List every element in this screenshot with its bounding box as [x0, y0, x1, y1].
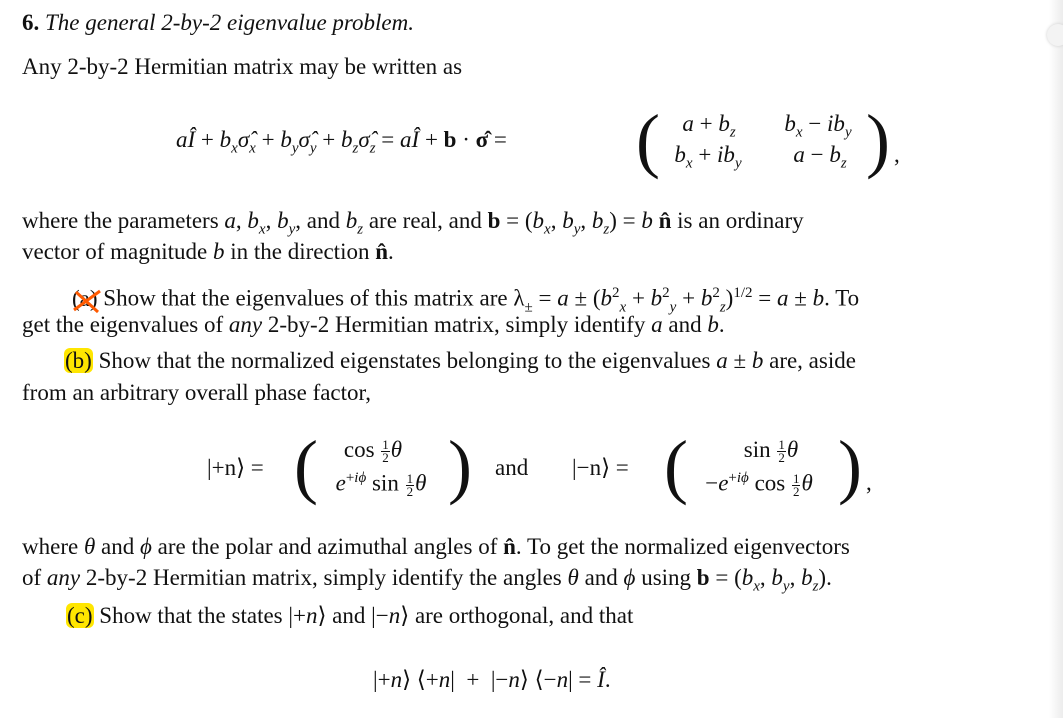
eq1-m12: $b_x - ib_y$	[784, 111, 852, 141]
plus-ket-lhs: |+n⟩ =	[207, 455, 264, 480]
eq1-lhs: aÎ + $b_x\sigmâ_x$ + $b_y\sigmâ_y$ + $b_z\sigmâ_z$ = aÎ + b · σ̂ =	[176, 127, 507, 157]
plus-ket-bottom: $e^{+i\phi}$ sin $\frac{1}{2}$ θ	[335, 470, 427, 499]
eq1-right-paren: )	[866, 100, 890, 180]
part-b-label: (b)	[65, 348, 92, 373]
part-c-label: (c)	[67, 603, 93, 628]
part-c-line-1: (c) Show that the states |+n⟩ and |−n⟩ are orthogonal, and that	[67, 603, 634, 628]
minus-ket-lhs: |−n⟩ =	[572, 455, 629, 480]
eq1-m11: $a + b_z$	[682, 111, 736, 141]
part-a-line-1: (a) Show that the eigenvalues of this matrix are $\lambda_\pm = a \pm (b^2_x + b^2_y + b^2_z)^{1/2} = a \pm b$. To	[72, 285, 860, 316]
textbook-page: 6. The general 2-by-2 eigenvalue problem. Any 2-by-2 Hermitian matrix may be written as aÎ + $b_x\sigmâ_x$ + $b_y\sigmâ_y$ + $b_z\sigmâ_z$ = aÎ + b · σ̂ = ( $a + b_z$ $b_x - ib_y$ $b_x + ib_y$ $a - b_z$ ) , where the parameters a, $b_x$, $b_y$, and $b_z$ are real, and $b = (b_x$, $b_y$, $b_z) = b$ n̂ is an ordinary vector of magnitude b in the direction n̂. (a) Show that the eigenvalues of this matrix are $\lambda_\pm = a \pm (b^2_x + b^2_y + b^2_z)^{1/2} = a \pm b$. To get the eigenvalues of any 2-by-2 Hermitian matrix, simply identify a and b. (b) Show that the normalized eigenstates belonging to the eigenvalues a ± b are, aside from an arbitrary overall phase factor, |+n⟩ = ( cos $\frac{1}{2}$ θ $e^{+i\phi}$ sin $\frac{1}{2}$ θ ) and |−n⟩ = ( sin $\frac{1}{2}$ θ $-e^{+i\phi}$ cos $\frac{1}{2}$ θ ) , where θ and ϕ are the polar and azimuthal angles of n̂. To get the normalized eigenvectors of any 2-by-2 Hermitian matrix, simply identify the angles θ and ϕ using $b = (b_x$, $b_y$, $b_z$). (c) Show that the states |+n⟩ and |−n⟩ are orthogonal, and that |+n⟩ ⟨+n| + |−n⟩ ⟨−n| = Î.	[0, 0, 1063, 718]
where2-line-2: of any 2-by-2 Hermitian matrix, simply identify the angles θ and ϕ using $b = (b_x$, $b_y$, $b_z$).	[22, 565, 832, 595]
problem-number: 6.	[22, 10, 40, 35]
where-line-1: where the parameters a, $b_x$, $b_y$, and $b_z$ are real, and $b = (b_x$, $b_y$, $b_z) = b$ n̂ is an ordinary	[22, 208, 804, 238]
minus-ket-top: sin $\frac{1}{2}$ θ	[743, 437, 799, 466]
plus-ket-top: cos $\frac{1}{2}$ θ	[343, 437, 403, 466]
part-b-line-1: (b) Show that the normalized eigenstates belonging to the eigenvalues a ± b are, aside	[65, 348, 856, 373]
part-b-line-2: from an arbitrary overall phase factor,	[22, 380, 372, 405]
problem-title: The general 2-by-2 eigenvalue problem.	[45, 10, 414, 35]
part-a-line-2: get the eigenvalues of any 2-by-2 Hermitian matrix, simply identify a and b.	[22, 312, 725, 337]
intro-text: Any 2-by-2 Hermitian matrix may be written as	[22, 54, 463, 79]
problem-heading	[22, 8, 1052, 38]
scroll-handle[interactable]	[1047, 24, 1063, 46]
and-word: and	[495, 455, 529, 480]
page-edge-shadow	[1049, 0, 1063, 718]
where-line-2: vector of magnitude b in the direction n̂.	[22, 239, 394, 264]
minus-ket-bottom: $-e^{+i\phi}$ cos $\frac{1}{2}$ θ	[705, 470, 813, 499]
where2-line-1: where θ and ϕ are the polar and azimuthal angles of n̂. To get the normalized eigenvectors	[22, 534, 850, 559]
completeness-relation: |+n⟩ ⟨+n| + |−n⟩ ⟨−n| = Î.	[373, 667, 611, 692]
eq1-m21: $b_x + ib_y$	[674, 142, 742, 172]
eq1-m22: $a - b_z$	[793, 142, 847, 172]
eq1-left-paren: (	[636, 100, 660, 180]
part-a-label: (a)	[72, 286, 98, 311]
